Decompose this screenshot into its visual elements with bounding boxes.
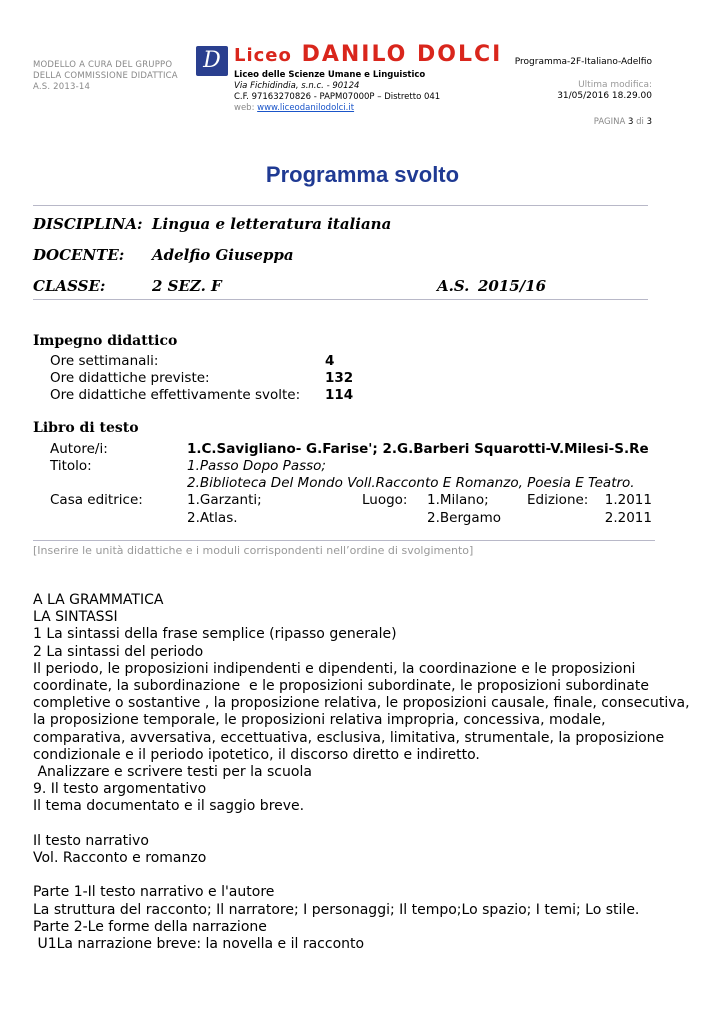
- page-title: Programma svolto: [265, 162, 460, 187]
- content-line: Il testo narrativo: [33, 832, 149, 849]
- autori-label: Autore/i:: [50, 441, 108, 457]
- content-line: comparativa, avversativa, eccettuativa, esclusiva, limitativa, strumentale, la proposizione: [33, 729, 665, 746]
- docente-label: DOCENTE:: [33, 246, 125, 264]
- content-line: Parte 2-Le forme della narrazione: [33, 918, 267, 935]
- page-current: 3: [627, 117, 634, 127]
- ore-previste-value: 132: [325, 370, 354, 386]
- model-info: [33, 60, 178, 93]
- content-line: A LA GRAMMATICA: [33, 592, 164, 608]
- page-total: 3: [646, 117, 652, 127]
- content-line: [33, 867, 673, 884]
- web-label: web:: [234, 103, 255, 113]
- edizione-label: Edizione:: [527, 492, 589, 508]
- classe-label: CLASSE:: [33, 277, 106, 295]
- web-link[interactable]: www.liceodanilodolci.it: [257, 103, 355, 113]
- content-line: Parte 1-Il testo narrativo e l'autore: [33, 884, 275, 901]
- page-label: PAGINA: [593, 117, 626, 127]
- impegno-heading: Impegno didattico: [33, 333, 178, 349]
- ore-svolte-value: 114: [325, 387, 354, 403]
- docente-value: Adelfio Giuseppa: [152, 246, 294, 264]
- content-line: La struttura del racconto; Il narratore; I personaggi; Il tempo;Lo spazio; I temi; Lo stile.: [33, 901, 640, 918]
- titolo-line-1: 1.Passo Dopo Passo;: [187, 458, 326, 474]
- school-web: [234, 103, 440, 114]
- content-line: [33, 816, 673, 833]
- edizione-2: 2.2011: [604, 510, 652, 526]
- luogo-1: 1.Milano;: [427, 492, 489, 508]
- model-line-1: MODELLO A CURA DEL GRUPPO: [33, 60, 173, 70]
- titolo-label: Titolo:: [50, 458, 92, 474]
- content-line: Analizzare e scrivere testi per la scuola: [33, 764, 312, 781]
- content-line: LA SINTASSI: [33, 609, 118, 626]
- school-codes: C.F. 97163270826 - PAPM07000P – Distretto 041: [234, 92, 441, 102]
- casa-1: 1.Garzanti;: [187, 492, 262, 508]
- model-line-3: A.S. 2013-14: [33, 82, 91, 92]
- disciplina-label: DISCIPLINA:: [33, 215, 143, 233]
- libro-heading: Libro di testo: [33, 420, 139, 436]
- casa-2: 2.Atlas.: [187, 510, 238, 526]
- luogo-2: 2.Bergamo: [427, 510, 502, 526]
- content-line: Il periodo, le proposizioni indipendenti e dipendenti, la coordinazione e le proposizioni: [33, 660, 636, 677]
- school-address: Via Fichidindia, s.n.c. - 90124: [234, 81, 360, 91]
- school-name: [234, 42, 502, 69]
- school-logo: D: [196, 46, 228, 76]
- as-value: 2015/16: [478, 277, 547, 295]
- as-label: A.S.: [437, 277, 470, 295]
- page-of: di: [636, 117, 644, 127]
- info-top-rule: [33, 205, 648, 206]
- content-line: 1 La sintassi della frase semplice (ripasso generale): [33, 626, 397, 643]
- last-mod-value: 31/05/2016 18.29.00: [557, 91, 652, 101]
- ore-settimanali-value: 4: [325, 353, 335, 369]
- instruction-note: [Inserire le unità didattiche e i moduli corrispondenti nell’ordine di svolgimento]: [33, 544, 474, 557]
- titolo-line-2: 2.Biblioteca Del Mondo Voll.Racconto E Romanzo, Poesia E Teatro.: [187, 475, 635, 491]
- school-name-main: DANILO DOLCI: [301, 42, 503, 67]
- autori-value: 1.C.Savigliano- G.Farise'; 2.G.Barberi Squarotti-V.Milesi-S.Re: [187, 441, 649, 457]
- content-line: condizionale e il periodo ipotetico, il discorso diretto e indiretto.: [33, 746, 480, 763]
- model-line-2: DELLA COMMISSIONE DIDATTICA: [33, 71, 178, 81]
- edizione-1: 1.2011: [604, 492, 652, 508]
- last-modified: [557, 80, 652, 102]
- content-line: coordinate, la subordinazione e le proposizioni subordinate, le proposizioni subordinate: [33, 678, 649, 695]
- ore-settimanali-label: Ore settimanali:: [50, 353, 159, 369]
- info-bottom-rule: [33, 299, 648, 300]
- page-indicator: [594, 117, 652, 128]
- disciplina-value: Lingua e letteratura italiana: [152, 215, 392, 233]
- content-line: 2 La sintassi del periodo: [33, 643, 204, 660]
- school-name-liceo: Liceo: [234, 45, 292, 66]
- classe-value: 2 SEZ. F: [152, 277, 222, 295]
- content-line: Il tema documentato e il saggio breve.: [33, 798, 305, 815]
- content-line: completive o sostantive , la proposizione relativa, le proposizioni causale, finale, consecutiva,: [33, 695, 690, 712]
- school-details: [234, 70, 440, 114]
- school-subtitle: Liceo delle Scienze Umane e Linguistico: [234, 70, 426, 80]
- content-line: 9. Il testo argomentativo: [33, 781, 207, 798]
- casa-label: Casa editrice:: [50, 492, 143, 508]
- content-line: Vol. Racconto e romanzo: [33, 850, 207, 867]
- ore-previste-label: Ore didattiche previste:: [50, 370, 210, 386]
- program-content: [33, 592, 690, 953]
- doc-name: Programma-2F-Italiano-Adelfio: [514, 57, 652, 67]
- ore-svolte-label: Ore didattiche effettivamente svolte:: [50, 387, 301, 403]
- libro-bottom-rule: [33, 540, 655, 541]
- luogo-label: Luogo:: [362, 492, 408, 508]
- last-mod-label: Ultima modifica:: [578, 80, 652, 90]
- content-line: U1La narrazione breve: la novella e il racconto: [33, 936, 365, 953]
- content-line: la proposizione temporale, le proposizioni relativa impropria, concessiva, modale,: [33, 712, 606, 729]
